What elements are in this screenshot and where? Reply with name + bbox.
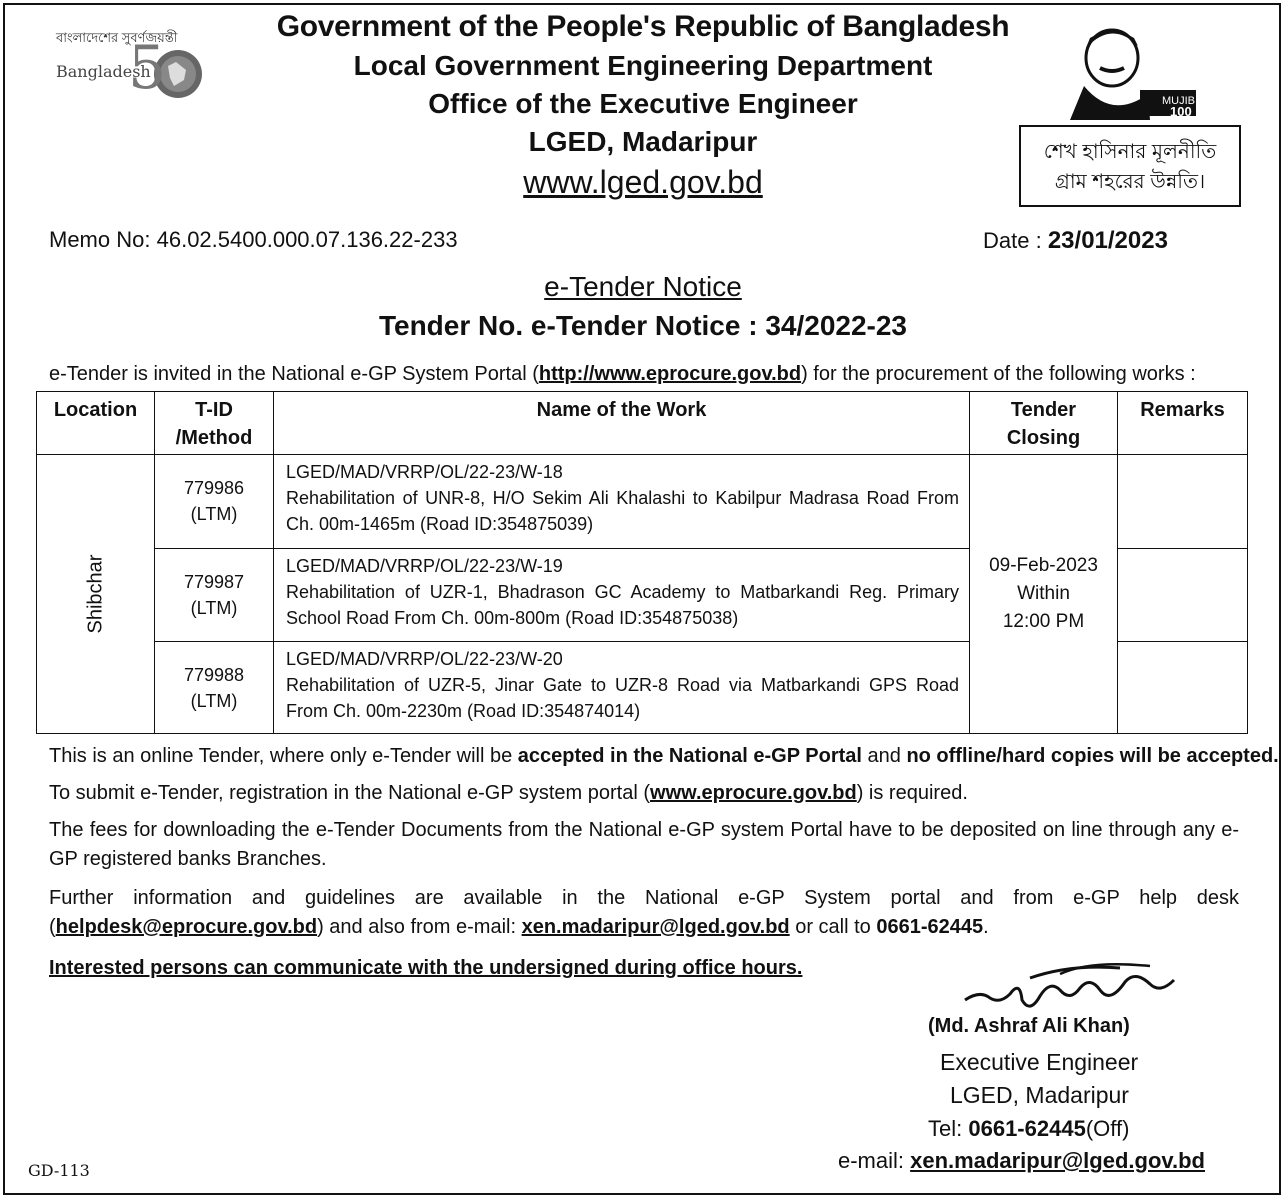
- memo-label: Memo No:: [49, 227, 151, 252]
- note-fees: The fees for downloading the e-Tender Documents from the National e-GP system Portal have to be deposited on line through any e-GP registered banks Branches.: [49, 819, 1239, 870]
- slogan-line1: শেখ হাসিনার মূলনীতি: [1043, 141, 1217, 163]
- work-cell: LGED/MAD/VRRP/OL/22-23/W-18 Rehabilitation of UNR-8, H/O Sekim Ali Khalashi to Kabilpur Madrasa Road From Ch. 00m-1465m (Road ID:354875039): [274, 455, 970, 549]
- slogan-box: [1019, 125, 1241, 207]
- svg-text:5: 5: [128, 33, 167, 102]
- xen-email-link[interactable]: xen.madaripur@lged.gov.bd: [521, 916, 790, 938]
- col-tid: T-ID /Method: [155, 392, 274, 455]
- intro-text: e-Tender is invited in the National e-GP System Portal (http://www.eprocure.gov.bd) for the procurement of the following works :: [49, 363, 1196, 385]
- work-cell: LGED/MAD/VRRP/OL/22-23/W-19 Rehabilitation of UZR-1, Bhadrason GC Academy to Matbarkandi Reg. Primary School Road From Ch. 00m-800m (Road ID:354875038): [274, 549, 970, 642]
- location-cell: [37, 455, 155, 734]
- helpdesk-email-link[interactable]: helpdesk@eprocure.gov.bd: [55, 916, 318, 938]
- closing-cell: 09-Feb-2023 Within 12:00 PM: [970, 455, 1118, 734]
- jubilee-text: Bangladesh: [56, 62, 151, 81]
- slogan-line2: গ্রাম শহরের উন্নতি।: [1054, 171, 1206, 193]
- office-title: Office of the Executive Engineer: [428, 88, 858, 119]
- col-location: Location: [37, 392, 155, 455]
- work-cell: LGED/MAD/VRRP/OL/22-23/W-20 Rehabilitation of UZR-5, Jinar Gate to UZR-8 Road via Matbarkandi GPS Road From Ch. 00m-2230m (Road ID:354874014): [274, 642, 970, 734]
- tender-number: Tender No. e-Tender Notice : 34/2022-23: [378, 310, 908, 341]
- note-contact: Interested persons can communicate with the undersigned during office hours.: [49, 957, 803, 979]
- tid-cell: 779987 (LTM): [155, 549, 274, 642]
- signatory-name: (Md. Ashraf Ali Khan): [928, 1015, 1130, 1037]
- col-closing: Tender Closing: [970, 392, 1118, 455]
- website-link[interactable]: www.lged.gov.bd: [523, 164, 763, 200]
- notice-date: [983, 227, 1168, 255]
- table-row: [37, 455, 1248, 549]
- table-header-row: [37, 392, 1248, 455]
- works-table: [36, 391, 1248, 734]
- svg-text:100: 100: [1170, 104, 1192, 119]
- govt-title: Government of the People's Republic of Bangladesh: [276, 10, 1010, 43]
- date-value: 23/01/2023: [1047, 227, 1168, 254]
- note-information: Further information and guidelines are available in the National e-GP System portal and from e-GP help desk (helpdesk@eprocure.gov.bd) and also from e-mail: xen.madaripur@lged.gov.bd or call to 0661-62445.: [49, 887, 1239, 938]
- signatory-email-link[interactable]: xen.madaripur@lged.gov.bd: [910, 1148, 1205, 1173]
- col-work: Name of the Work: [274, 392, 970, 455]
- notice-heading: e-Tender Notice: [544, 271, 742, 302]
- location-text: Shibchar: [84, 554, 106, 634]
- signatory-office: LGED, Madaripur: [950, 1082, 1129, 1108]
- signatory-email: e-mail: xen.madaripur@lged.gov.bd: [838, 1148, 1205, 1173]
- tid-cell: 779988 (LTM): [155, 642, 274, 734]
- note-online: This is an online Tender, where only e-Tender will be accepted in the National e-GP Portal and no offline/hard copies will be accepted.: [49, 745, 1279, 767]
- date-label: Date :: [983, 228, 1042, 253]
- remarks-cell: [1118, 549, 1248, 642]
- signatory-phone: Tel: 0661-62445(Off): [928, 1116, 1130, 1141]
- department-title: Local Government Engineering Department: [353, 50, 933, 81]
- col-remarks: Remarks: [1118, 392, 1248, 455]
- footer-code: GD-113: [28, 1161, 90, 1180]
- jubilee-bangla-text: বাংলাদেশের সুবর্ণজয়ন্তী: [56, 30, 178, 45]
- office-location: LGED, Madaripur: [528, 126, 758, 157]
- eprocure-link[interactable]: http://www.eprocure.gov.bd: [538, 363, 802, 385]
- svg-text:MUJIB: MUJIB: [1162, 95, 1195, 107]
- note-registration: To submit e-Tender, registration in the National e-GP system portal (www.eprocure.gov.bd) is required.: [49, 782, 968, 804]
- tid-cell: 779986 (LTM): [155, 455, 274, 549]
- memo-value: 46.02.5400.000.07.136.22-233: [156, 227, 458, 252]
- remarks-cell: [1118, 642, 1248, 734]
- memo-number: [49, 227, 458, 253]
- signatory-designation: Executive Engineer: [940, 1049, 1139, 1075]
- eprocure-link-2[interactable]: www.eprocure.gov.bd: [650, 782, 857, 804]
- remarks-cell: [1118, 455, 1248, 549]
